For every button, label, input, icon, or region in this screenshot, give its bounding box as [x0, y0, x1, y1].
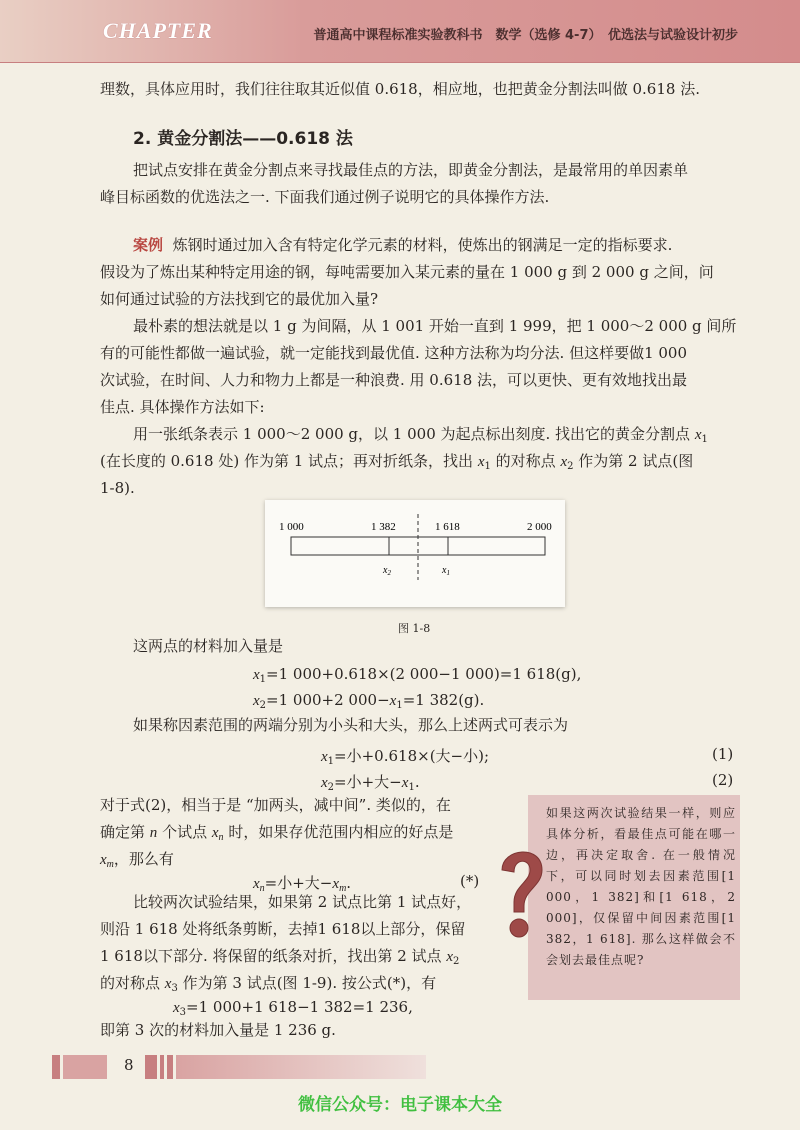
label-1000: 1 000 [279, 521, 304, 533]
footer-bar [145, 1055, 157, 1079]
text-span: 的对称点 [100, 974, 161, 992]
var-x: x [560, 454, 568, 470]
text-line: 次试验，在时间、人力和物力上都是一种浪费. 用 0.618 法，可以更快、更有效地找出最 [100, 371, 688, 389]
point-var: x [442, 565, 447, 576]
text-span: 的对称点 [495, 452, 556, 470]
side-note-box [528, 795, 740, 1000]
text-line [100, 819, 453, 847]
text-line [100, 846, 174, 874]
text-span: 用一张纸条表示 1 000～2 000 g，以 1 000 为起点标出刻度. 找出它的黄金分割点 [133, 425, 691, 443]
text-line: 1-8). [100, 479, 135, 497]
var-sub: 1 [327, 756, 335, 767]
var-sub: 3 [179, 1007, 187, 1018]
text-span: 作为第 2 试点(图 [578, 452, 694, 470]
text-line: 如何通过试验的方法找到它的最优加入量? [100, 290, 379, 308]
var-x: x [173, 1000, 180, 1016]
formula-2: $x_2=$小+大$-x_1$. [321, 773, 420, 793]
formula-text: =小+大− [264, 874, 333, 892]
question-mark-icon [494, 840, 550, 945]
text-span: ，那么有 [113, 850, 174, 868]
var-sub: 2 [453, 956, 460, 967]
text-line: 最朴素的想法就是以 1 g 为间隔，从 1 001 开始一直到 1 999，把 1 000～2 000 g 间所 [133, 317, 737, 335]
var-n: n [149, 825, 158, 841]
text-span: 1 618以下部分. 将保留的纸条对折，找出第 2 试点 [100, 947, 442, 965]
label-1618: 1 618 [435, 521, 460, 533]
text-span: 个试点 [162, 823, 208, 841]
point-label-x1 [441, 565, 450, 577]
text-line: 这两点的材料加入量是 [133, 637, 284, 655]
var-x: x [253, 876, 260, 892]
var-sub: n [259, 883, 265, 894]
var-sub: 1 [484, 461, 491, 472]
var-x: x [253, 693, 260, 709]
var-x: x [211, 825, 219, 841]
var-x: x [164, 976, 172, 992]
formula-x3 [173, 998, 413, 1017]
equation-number-1: (1) [712, 745, 734, 763]
var-x: x [253, 667, 260, 683]
footer-bar [63, 1055, 107, 1079]
formula-star: $x_n=$小+大$-x_m$. [253, 874, 352, 894]
footer-bar [167, 1055, 173, 1079]
var-sub: 2 [259, 700, 267, 711]
text-line [100, 970, 436, 998]
label-1382: 1 382 [371, 521, 396, 533]
text-span: (在长度的 0.618 处) 作为第 1 试点；再对折纸条，找出 [100, 452, 474, 470]
paper-strip-diagram [265, 500, 565, 607]
text-line: 把试点安排在黄金分割点来寻找最佳点的方法，即黄金分割法，是最常用的单因素单 [133, 161, 689, 179]
var-x: x [100, 852, 107, 868]
var-x: x [694, 427, 702, 443]
text-span: 确定第 [100, 823, 146, 841]
section-title: 2. 黄金分割法——0.618 法 [133, 129, 353, 149]
formula-text: =1 000+1 618−1 382=1 236, [186, 998, 413, 1016]
footer-decoration [52, 1055, 432, 1079]
text-line: 如果称因素范围的两端分别为小头和大头，那么上述两式可表示为 [133, 716, 569, 734]
var-x: x [321, 749, 328, 765]
var-x: x [477, 454, 485, 470]
formula-text: =小+0.618×(大−小); [334, 747, 490, 765]
page-number: 8 [124, 1056, 134, 1074]
var-sub: n [218, 832, 224, 843]
formula-text: =1 382(g). [402, 691, 485, 709]
book-title: 普通高中课程标准实验教科书 数学（选修 4-7） 优选法与试验设计初步 [313, 28, 738, 43]
text-line: 假设为了炼出某种特定用途的钢，每吨需要加入某元素的量在 1 000 g 到 2 000 g 之间，问 [100, 263, 714, 281]
watermark-text: 微信公众号：电子课本大全 [298, 1095, 502, 1115]
text-line: 峰目标函数的优选法之一. 下面我们通过例子说明它的具体操作方法. [100, 188, 550, 206]
text-line: 佳点. 具体操作方法如下: [100, 398, 265, 416]
var-sub: m [106, 859, 114, 870]
var-x: x [332, 876, 340, 892]
var-sub: 3 [171, 983, 178, 994]
formula-x1 [253, 665, 581, 684]
text-line: 比较两次试验结果，如果第 2 试点比第 1 试点好， [133, 893, 472, 911]
text-line: 则沿 1 618 处将纸条剪断，去掉1 618以上部分，保留 [100, 920, 466, 938]
formula-1 [321, 745, 489, 766]
formula-text: =小+大− [334, 773, 402, 791]
var-sub: 1 [701, 434, 708, 445]
footer-bar [176, 1055, 426, 1079]
text-line [133, 421, 708, 449]
point-sub: 2 [387, 569, 391, 577]
footer-bar [160, 1055, 164, 1079]
point-label-x2 [382, 565, 391, 577]
text-span: 作为第 3 试点(图 1-9). 按公式(*)，有 [182, 974, 437, 992]
point-var: x [383, 565, 388, 576]
label-2000: 2 000 [527, 521, 552, 533]
figure-1-8 [265, 500, 565, 607]
var-x: x [321, 775, 328, 791]
page-header [0, 0, 800, 63]
case-paragraph-line [133, 232, 672, 259]
text-span: 时，如果存优范围内相应的好点是 [228, 823, 454, 841]
var-sub: 1 [259, 674, 267, 685]
point-sub: 1 [446, 569, 450, 577]
case-label: 案例 [133, 236, 164, 254]
text-line [100, 448, 693, 476]
figure-caption: 图 1-8 [398, 622, 431, 635]
chapter-label: CHAPTER [103, 18, 213, 43]
text-line: 有的可能性都做一遍试验，就一定能找到最优值. 这种方法称为均分法. 但这样要做1 000 [100, 344, 688, 362]
formula-text: =1 000+0.618×(2 000−1 000)=1 618(g), [266, 665, 582, 683]
var-x: x [401, 775, 409, 791]
var-x: x [389, 693, 397, 709]
var-sub: 2 [567, 461, 574, 472]
formula-x2 [253, 691, 484, 710]
formula-text: =1 000+2 000− [266, 691, 390, 709]
text-span: 炼钢时通过加入含有特定化学元素的材料，使炼出的钢满足一定的指标要求. [172, 236, 673, 254]
equation-number-2: (2) [712, 771, 734, 789]
var-x: x [446, 949, 454, 965]
text-line: 对于式(2)，相当于是 “加两头，减中间”. 类似的，在 [100, 796, 451, 814]
var-sub: m [339, 883, 347, 894]
equation-number-star: (*) [460, 872, 480, 890]
var-sub: 1 [396, 700, 403, 711]
text-line: 理数，具体应用时，我们往往取其近似值 0.618，相应地，也把黄金分割法叫做 0.618 法. [100, 80, 700, 98]
var-sub: 2 [327, 782, 335, 793]
side-note-text: 如果这两次试验结果一样，则应具体分析，看最佳点可能在哪一边，再决定取舍. 在一般情况下，可以同时划去因素范围[1 000，1 382]和[1 618，2 000]，仅保留中间因素范围[1 382，1 618]. 那么这样做会不会划去最佳点呢? [546, 806, 736, 967]
text-line [100, 943, 459, 971]
footer-bar [52, 1055, 60, 1079]
text-line: 即第 3 次的材料加入量是 1 236 g. [100, 1021, 336, 1039]
var-sub: 1 [408, 782, 415, 793]
